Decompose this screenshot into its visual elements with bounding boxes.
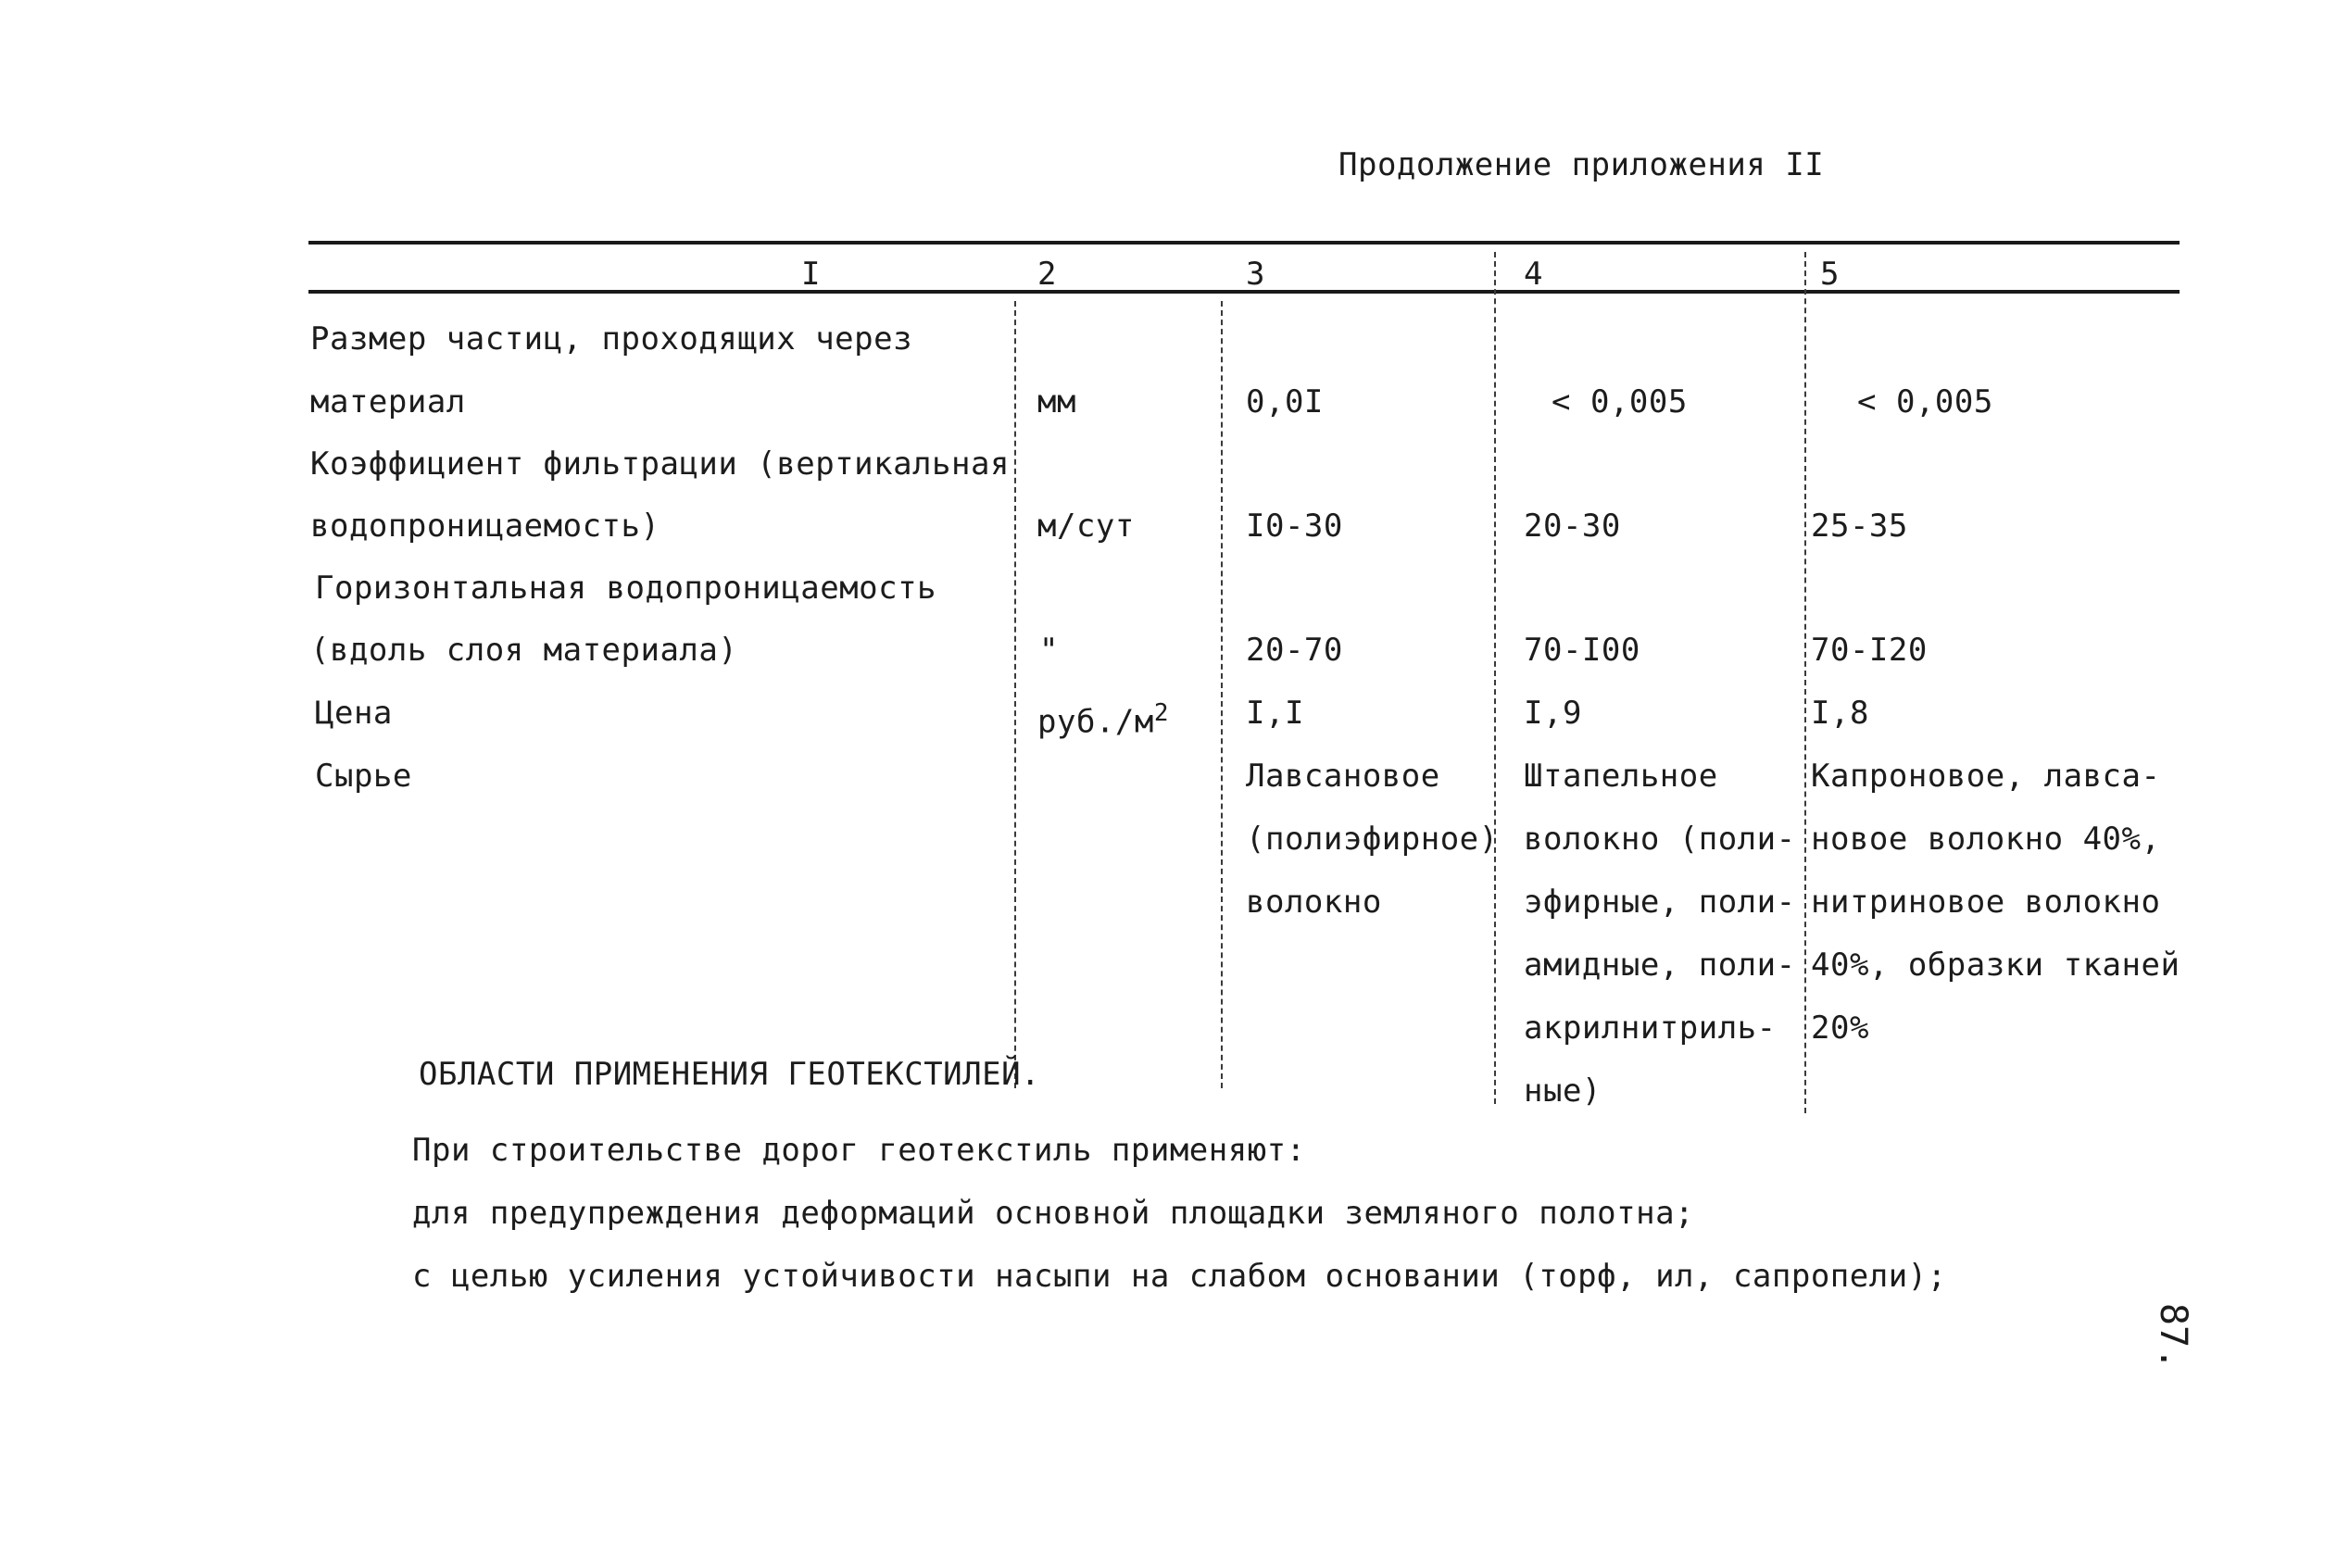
section-heading: ОБЛАСТИ ПРИМЕНЕНИЯ ГЕОТЕКСТИЛЕЙ.: [419, 1056, 1041, 1093]
row-raw-col3-line: Лавсановое: [1246, 758, 1440, 795]
row-particle-size-col4: < 0,005: [1552, 383, 1688, 420]
section-line-1: При строительстве дорог геотекстиль применяют:: [412, 1132, 1306, 1169]
row-raw-col5-line: 40%, образки тканей: [1811, 947, 2180, 984]
row-horizontal-col4: 70-I00: [1524, 632, 1640, 669]
row-raw-col5-line: 20%: [1811, 1010, 1869, 1047]
row-particle-size-unit: мм: [1037, 383, 1076, 420]
row-price-col5: I,8: [1811, 695, 1869, 732]
row-raw-col4-line: амидные, поли-: [1524, 947, 1796, 984]
row-raw-col4-line: акрилнитриль-: [1524, 1010, 1777, 1047]
row-raw-col4-line: волокно (поли-: [1524, 821, 1796, 858]
row-particle-size-label-1: Размер частиц, проходящих через: [310, 320, 913, 358]
section-line-3: с целью усиления устойчивости насыпи на слабом основании (торф, ил, сапропели);: [412, 1258, 1947, 1295]
column-number-3: 3: [1246, 256, 1265, 293]
row-filtration-col4: 20-30: [1524, 508, 1621, 545]
row-raw-col5-line: нитриновое волокно: [1811, 884, 2161, 921]
row-raw-col4-line: ные): [1524, 1073, 1602, 1110]
row-particle-size-col3: 0,0I: [1246, 383, 1324, 420]
row-filtration-col3: I0-30: [1246, 508, 1343, 545]
row-price-label: Цена: [315, 695, 393, 732]
row-horizontal-unit: ": [1039, 632, 1059, 669]
row-horizontal-label-1: Горизонтальная водопроницаемость: [315, 570, 937, 607]
row-horizontal-col3: 20-70: [1246, 632, 1343, 669]
row-filtration-col5: 25-35: [1811, 508, 1908, 545]
column-number-4: 4: [1524, 256, 1543, 293]
row-horizontal-col5: 70-I20: [1811, 632, 1928, 669]
row-particle-size-label-2: материал: [310, 383, 466, 420]
column-number-2: 2: [1037, 256, 1057, 293]
column-separator-1: [1014, 301, 1016, 1088]
page-number: 87.: [2152, 1302, 2195, 1371]
table-top-rule: [308, 241, 2180, 245]
row-price-col3: I,I: [1246, 695, 1304, 732]
row-price-unit: [1037, 695, 1169, 740]
row-raw-col5-line: новое волокно 40%,: [1811, 821, 2161, 858]
row-raw-col5-line: Капроновое, лавса-: [1811, 758, 2161, 795]
continuation-header: Продолжение приложения II: [1338, 146, 1825, 183]
row-filtration-label-2: водопроницаемость): [310, 508, 660, 545]
row-raw-col4-line: Штапельное: [1524, 758, 1718, 795]
row-horizontal-label-2: (вдоль слоя материала): [310, 632, 738, 669]
row-filtration-label-1: Коэффициент фильтрации (вертикальная: [310, 445, 1010, 483]
row-raw-col3-line: (полиэфирное): [1246, 821, 1499, 858]
table-header-rule: [308, 290, 2180, 294]
row-raw-col4-line: эфирные, поли-: [1524, 884, 1796, 921]
section-line-2: для предупреждения деформаций основной площадки земляного полотна;: [412, 1195, 1695, 1232]
row-price-unit-superscript: 2: [1153, 699, 1169, 727]
row-filtration-unit: м/сут: [1037, 508, 1135, 545]
row-particle-size-col5: < 0,005: [1857, 383, 1993, 420]
row-raw-label: Сырье: [315, 758, 412, 795]
column-separator-3: [1494, 252, 1496, 1104]
column-number-1: I: [801, 256, 821, 293]
row-price-unit-text: руб./м: [1037, 703, 1154, 741]
column-separator-4: [1804, 252, 1806, 1113]
row-price-col4: I,9: [1524, 695, 1582, 732]
column-separator-2: [1221, 301, 1223, 1088]
row-raw-col3-line: волокно: [1246, 884, 1382, 921]
column-number-5: 5: [1820, 256, 1840, 293]
